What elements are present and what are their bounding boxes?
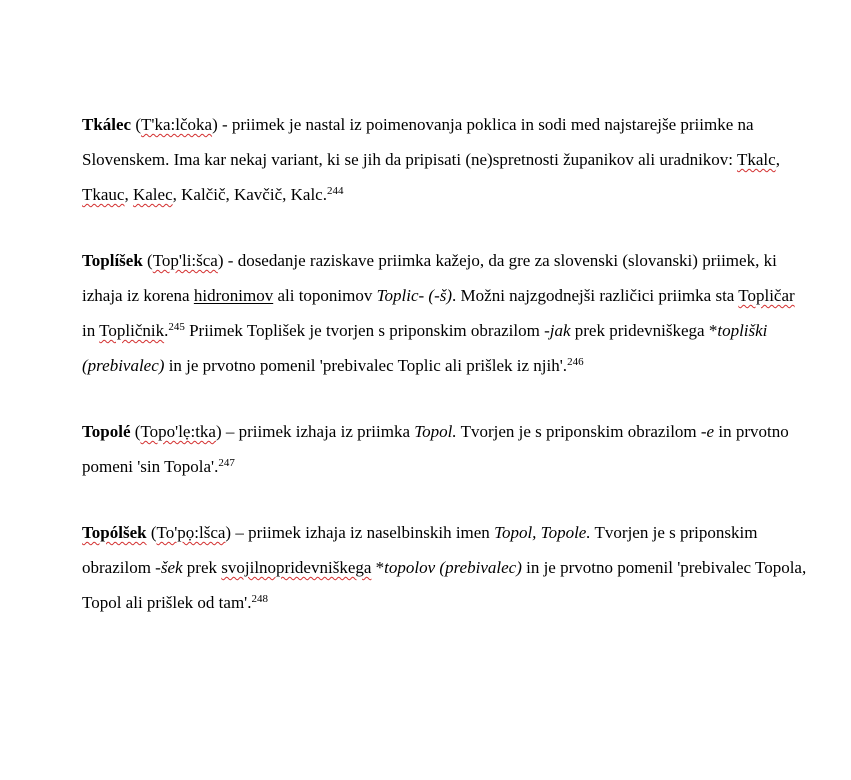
entry-text: * [371,558,385,577]
pronunciation-close: ) [215,422,222,441]
entry-text: Tvorjen je s priponskim obrazilom [456,422,701,441]
separator: , [124,185,133,204]
surname-variant: Topličnik [99,321,165,340]
entry-text: in je prvotno pomenil 'prebivalec Topola, Topol ali prišlek od tam'. [82,558,807,612]
entry-text: in [82,321,100,340]
footnote-ref[interactable]: 245 [168,321,185,333]
pronunciation-open: ( [147,251,153,270]
headword: Topolé [82,422,131,441]
surname-variant: Topličar [738,286,795,305]
entry-text: . Možni najzgodnejši različici priimka sta [452,286,739,305]
italic-term: -jak [544,321,571,340]
footnote-ref[interactable]: 246 [567,356,584,368]
entry-text: Tvorjen je s priponskim obrazilom [82,523,758,577]
italic-term: Topol, Topole. [494,523,591,542]
italic-term: topolov (prebivalec) [384,558,522,577]
entry-tkalec [82,107,807,212]
hyperlink-hidronimov[interactable]: hidronimov [193,286,274,305]
separator: , [775,150,780,169]
pronunciation: Top'li:šca [152,251,218,270]
pronunciation: Topo'lẹ:tka [140,422,216,441]
italic-term: Toplic- (-š) [376,286,453,305]
pronunciation-open: ( [146,523,157,542]
surname-variant: Tkauc [82,185,125,204]
entry-text: Priimek Toplišek je tvorjen s priponskim obrazilom [184,321,545,340]
entry-text: , Kalčič, Kavčič, Kalc. [172,185,327,204]
pronunciation-close: ) [217,251,224,270]
pronunciation-open: ( [134,422,141,441]
surname-variant: svojilnopridevniškega [221,558,372,577]
entry-text: prek [182,558,222,577]
footnote-ref[interactable]: 244 [326,185,344,197]
pronunciation: T'ka:lčoka [141,115,213,134]
entry-text: ali toponimov [273,286,377,305]
italic-term: Topol. [414,422,457,441]
entry-text: – priimek izhaja iz priimka [221,422,415,441]
pronunciation-open: ( [135,115,142,134]
entry-text: . [164,321,169,340]
italic-term: -šek [155,558,183,577]
entry-text: – priimek izhaja iz naselbinskih imen [231,523,495,542]
italic-term: topliški (prebivalec) [82,321,768,375]
entry-text: in prvotno pomeni 'sin Topola'. [82,422,789,476]
pronunciation-close: ) [212,115,218,134]
entry-text: in je prvotno pomenil 'prebivalec Toplic ali prišlek iz njih'. [164,356,568,375]
surname-variant: Kalec [132,185,173,204]
footnote-ref[interactable]: 248 [251,593,268,605]
headword: Topólšek [82,523,147,542]
pronunciation: To'pọ:lšca [156,523,226,542]
footnote-ref[interactable]: 247 [218,457,235,469]
headword: Toplíšek [82,251,143,270]
entry-text: - priimek je nastal iz poimenovanja poklica in sodi med najstarejše priimke na Slovenskem. Ima kar nekaj variant, ki se jih da pripisati (ne)spretnosti županikov ali uradnikov: [82,115,754,169]
italic-term: -e [700,422,715,441]
entry-text: prek pridevniškega * [570,321,718,340]
document-page [82,107,807,620]
entry-topole [82,414,807,484]
entry-toplisek [82,243,807,383]
surname-variant: Tkalc [736,150,776,169]
entry-text: - dosedanje raziskave priimka kažejo, da gre za slovenski (slovanski) priimek, ki izhaja iz korena [82,251,777,305]
pronunciation-close: ) [225,523,232,542]
headword: Tkálec [82,115,132,134]
entry-topolsek [82,515,807,620]
